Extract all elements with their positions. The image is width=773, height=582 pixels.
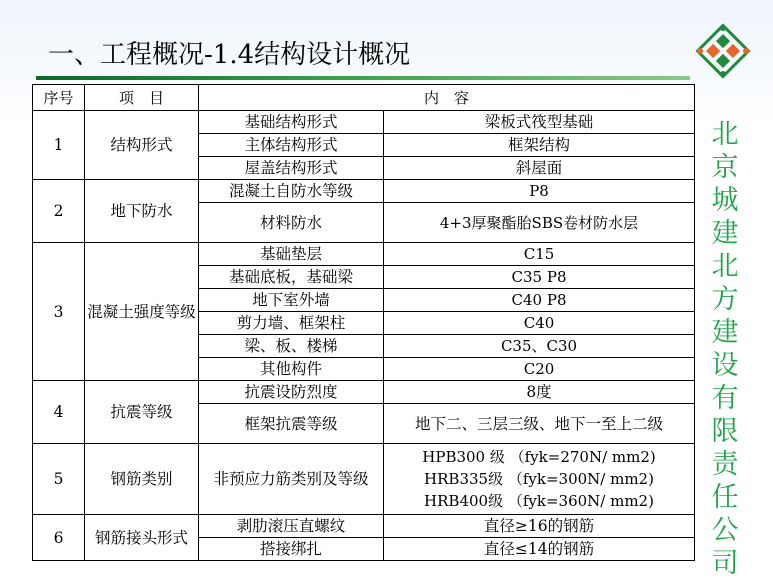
row-sub: 抗震设防烈度 <box>199 381 384 404</box>
row-sub: 主体结构形式 <box>199 134 384 157</box>
row-content: 直径≤14的钢筋 <box>384 538 695 561</box>
row-sub: 混凝土自防水等级 <box>199 180 384 203</box>
steel-grade-line: HRB400级 （fyk=360N/ mm2) <box>424 492 654 510</box>
table-header-row <box>33 85 695 111</box>
row-item: 钢筋类别 <box>85 444 199 515</box>
steel-grade-line: HRB335级 （fyk=300N/ mm2) <box>424 470 654 488</box>
row-no: 6 <box>33 515 85 561</box>
row-no: 2 <box>33 180 85 243</box>
row-no: 3 <box>33 243 85 381</box>
row-item: 地下防水 <box>85 180 199 243</box>
row-sub: 基础结构形式 <box>199 111 384 134</box>
row-content: C35 P8 <box>384 266 695 289</box>
row-content: 直径≥16的钢筋 <box>384 515 695 538</box>
row-sub: 基础底板，基础梁 <box>199 266 384 289</box>
table-row <box>33 243 695 266</box>
header-no: 序号 <box>33 85 85 111</box>
row-content: 8度 <box>384 381 695 404</box>
row-content: 梁板式筏型基础 <box>384 111 695 134</box>
row-no: 4 <box>33 381 85 444</box>
row-content: C20 <box>384 358 695 381</box>
table-row <box>33 444 695 515</box>
row-sub: 地下室外墙 <box>199 289 384 312</box>
row-content: 4+3厚聚酯胎SBS卷材防水层 <box>384 203 695 243</box>
structure-design-table <box>32 84 695 561</box>
row-content: 地下二、三层三级、地下一至上二级 <box>384 404 695 444</box>
row-item: 抗震等级 <box>85 381 199 444</box>
row-content: C15 <box>384 243 695 266</box>
slide-title: 一、工程概况-1.4结构设计概况 <box>48 40 411 70</box>
row-sub: 梁、板、楼梯 <box>199 335 384 358</box>
row-item: 结构形式 <box>85 111 199 180</box>
row-sub: 搭接绑扎 <box>199 538 384 561</box>
row-sub: 其他构件 <box>199 358 384 381</box>
table-row <box>33 381 695 404</box>
header-content: 内 容 <box>199 85 695 111</box>
title-underline <box>36 76 690 80</box>
company-name-vertical: 北 京 城 建 北 方 建 设 有 限 责 任 公 司 <box>711 119 739 579</box>
row-no: 1 <box>33 111 85 180</box>
row-no: 5 <box>33 444 85 515</box>
table-row <box>33 180 695 203</box>
company-logo-icon <box>694 22 752 80</box>
row-sub: 屋盖结构形式 <box>199 157 384 180</box>
row-content: 框架结构 <box>384 134 695 157</box>
row-content: 斜屋面 <box>384 157 695 180</box>
row-item: 混凝土强度等级 <box>85 243 199 381</box>
row-sub: 材料防水 <box>199 203 384 243</box>
row-content: P8 <box>384 180 695 203</box>
row-content: C40 <box>384 312 695 335</box>
row-sub: 剥肋滚压直螺纹 <box>199 515 384 538</box>
row-sub: 非预应力筋类别及等级 <box>199 444 384 515</box>
table-row <box>33 515 695 538</box>
steel-grade-line: HPB300 级 （fyk=270N/ mm2) <box>422 448 656 466</box>
row-content: C40 P8 <box>384 289 695 312</box>
header-item: 项 目 <box>85 85 199 111</box>
row-content <box>384 444 695 515</box>
row-item: 钢筋接头形式 <box>85 515 199 561</box>
row-content: C35、C30 <box>384 335 695 358</box>
row-sub: 框架抗震等级 <box>199 404 384 444</box>
row-sub: 剪力墙、框架柱 <box>199 312 384 335</box>
row-sub: 基础垫层 <box>199 243 384 266</box>
table-row <box>33 111 695 134</box>
